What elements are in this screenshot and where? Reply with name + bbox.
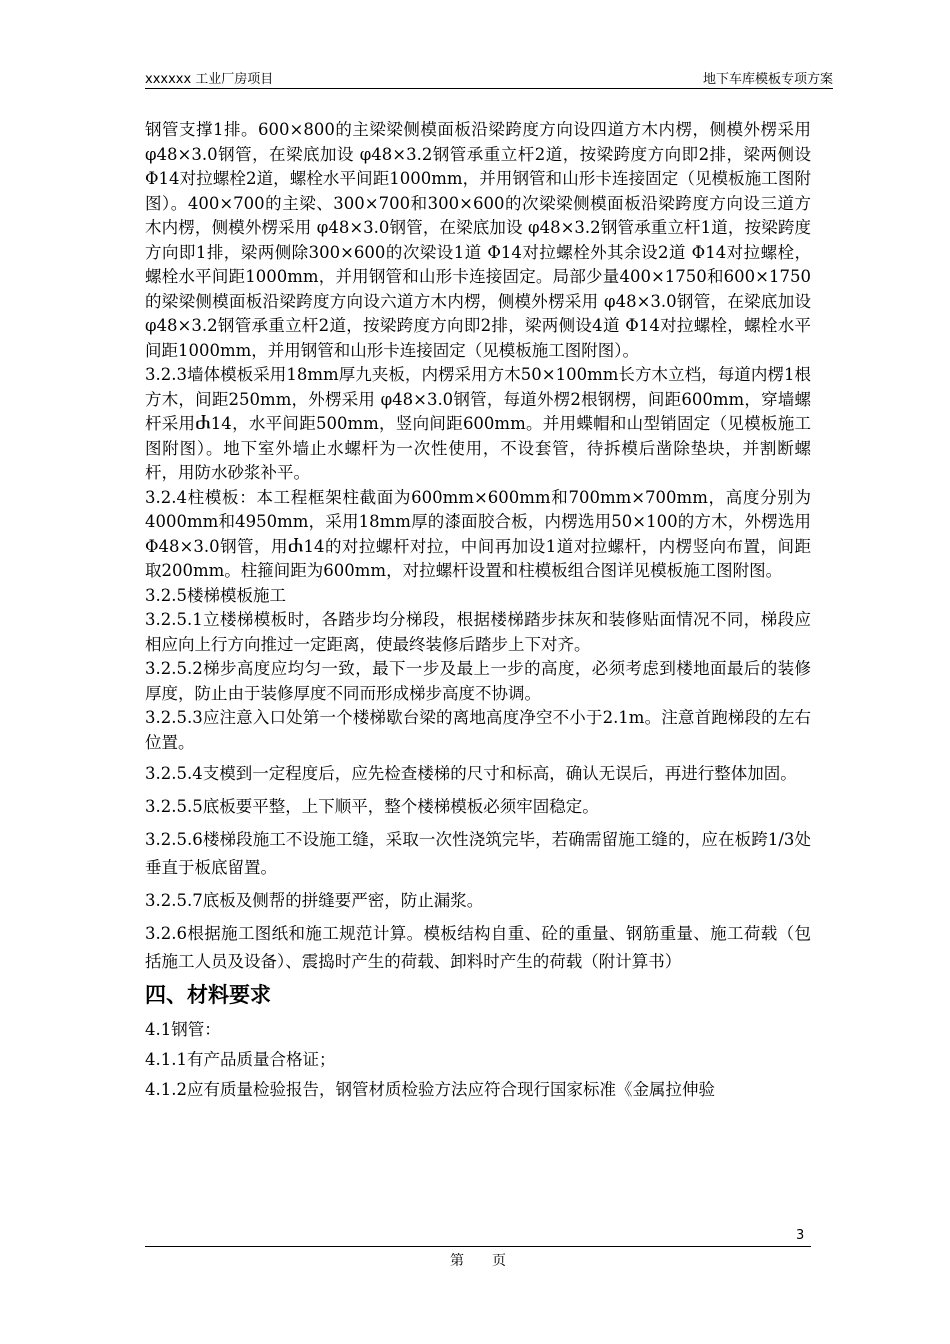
paragraph-3-2-5-1: 3.2.5.1立楼梯模板时，各踏步均分梯段，根据楼梯踏步抹灰和装修贴面情况不同，梯段应相应向上行方向推过一定距离，使最终装修后踏步上下对齐。 bbox=[145, 610, 811, 654]
header-project-name: xxxxxx 工业厂房项目 bbox=[145, 72, 274, 87]
paragraph-4-1-1: 4.1.1有产品质量合格证； bbox=[145, 1050, 336, 1069]
header-document-title: 地下车库模板专项方案 bbox=[702, 72, 833, 87]
page-footer bbox=[145, 1250, 811, 1270]
paragraph-4-1-2: 4.1.2应有质量检验报告，钢管材质检验方法应符合现行国家标准《金属拉伸验 bbox=[145, 1080, 715, 1099]
paragraph-3-2-4: 3.2.4柱模板：本工程框架柱截面为600mm×600mm和700mm×700mm，高度分别为4000mm和4950mm，采用18mm厚的漆面胶合板，内楞选用50×100的方木，外楞选用 Φ48×3.0钢管，用Ⴛ14的对拉螺杆对拉，中间再加设1道对拉螺杆，内楞竖向布置，间距取200mm。柱箍间距为600mm，对拉螺杆设置和柱模板组合图详见模板施工图附图。 bbox=[145, 487, 811, 580]
paragraph-3-2-5: 3.2.5楼梯模板施工 bbox=[145, 585, 286, 605]
footer-di: 第 bbox=[450, 1253, 464, 1269]
paragraph-3-2-5-6: 3.2.5.6楼梯段施工不设施工缝，采取一次性浇筑完毕，若确需留施工缝的，应在板跨1/3处垂直于板底留置。 bbox=[145, 830, 811, 877]
paragraph-3-2-5-3: 3.2.5.3应注意入口处第一个楼梯歇台梁的离地高度净空不小于2.1m。注意首跑梯段的左右位置。 bbox=[145, 708, 811, 752]
paragraph-3-2-5-7: 3.2.5.7底板及侧帮的拼缝要严密，防止漏浆。 bbox=[145, 891, 484, 910]
paragraph-3-2-6: 3.2.6根据施工图纸和施工规范计算。模板结构自重、砼的重量、钢筋重量、施工荷载（包括施工人员及设备）、震捣时产生的荷载、卸料时产生的荷载（附计算书） bbox=[145, 924, 811, 971]
paragraph-beam-formwork: 钢管支撑1排。600×800的主梁梁侧模面板沿梁跨度方向设四道方木内楞，侧模外楞采用 φ48×3.0钢管，在梁底加设 φ48×3.2钢管承重立杆2道，按梁跨度方向即2排，梁两侧设 Φ14对拉螺栓2道，螺栓水平间距1000mm，并用钢管和山形卡连接固定（见模板施工图附图）。400×700的主梁、300×700和300×600的次梁梁侧模面板沿梁跨度方向设三道方木内楞，侧模外楞采用 φ48×3.0钢管，在梁底加设 φ48×3.2钢管承重立杆1道，按梁跨度方向即1排，梁两侧除300×600的次梁设1道 Φ14对拉螺栓外其余设2道 Φ14对拉螺栓，螺栓水平间距1000mm，并用钢管和山形卡连接固定。局部少量400×1750和600×1750的梁梁侧模面板沿梁跨度方向设六道方木内楞，侧模外楞采用 φ48×3.0钢管，在梁底加设 φ48×3.2钢管承重立杆2道，按梁跨度方向即2排，梁两侧设4道 Φ14对拉螺栓，螺栓水平间距1000mm，并用钢管和山形卡连接固定（见模板施工图附图）。 bbox=[145, 120, 811, 360]
page-header bbox=[145, 68, 833, 89]
footer-divider bbox=[145, 1246, 811, 1247]
document-body bbox=[145, 118, 811, 1104]
paragraph-3-2-5-4: 3.2.5.4支模到一定程度后，应先检查楼梯的尺寸和标高，确认无误后，再进行整体加固。 bbox=[145, 764, 797, 783]
section-heading-material-requirements: 四、材料要求 bbox=[145, 983, 271, 1007]
footer-ye: 页 bbox=[492, 1253, 506, 1269]
paragraph-3-2-5-5: 3.2.5.5底板要平整，上下顺平，整个楼梯模板必须牢固稳定。 bbox=[145, 797, 599, 816]
paragraph-4-1: 4.1钢管： bbox=[145, 1020, 221, 1039]
page-number: 3 bbox=[796, 1228, 805, 1243]
paragraph-3-2-5-2: 3.2.5.2梯步高度应均匀一致，最下一步及最上一步的高度，必须考虑到楼地面最后的装修厚度，防止由于装修厚度不同而形成梯步高度不协调。 bbox=[145, 659, 811, 703]
paragraph-3-2-3: 3.2.3墙体模板采用18mm厚九夹板，内楞采用方木50×100mm长方木立档，每道内楞1根方木，间距250mm，外楞采用 φ48×3.0钢管，每道外楞2根钢楞，间距600mm，穿墙螺杆采用Ⴛ14，水平间距500mm，竖向间距600mm。并用蝶帽和山型销固定（见模板施工图附图）。地下室外墙止水螺杆为一次性使用，不设套管，待拆模后凿除垫块，并割断螺杆，用防水砂浆补平。 bbox=[145, 365, 811, 482]
